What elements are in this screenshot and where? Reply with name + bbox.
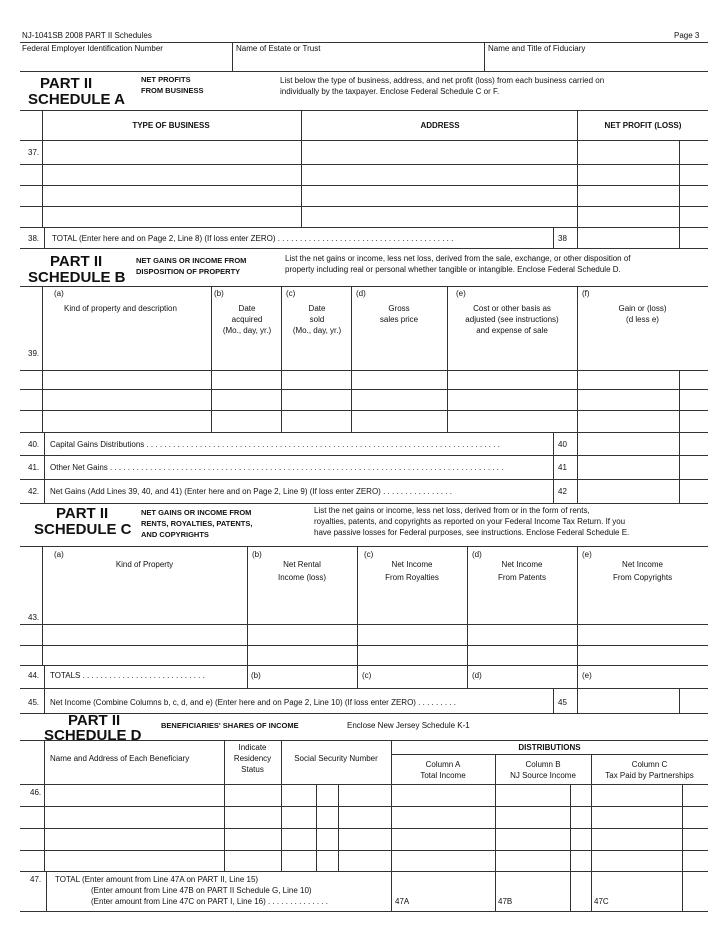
col-type-of-business: TYPE OF BUSINESS	[132, 121, 210, 130]
sched-a-profit-row-1[interactable]	[579, 142, 678, 162]
fiduciary-field[interactable]	[486, 54, 708, 70]
line-44-amount-e[interactable]	[595, 667, 707, 687]
line-40-text: Capital Gains Distributions . . . . . . . . . . . . . . . . . . . . . . . . . . . . . . . . . . . . . . . . . . . . . . . . . . . . . . . . . . . . . . . . . . . . . . . . . . . . . . . .	[50, 440, 500, 449]
sched-c-royalties-row-1[interactable]	[359, 600, 466, 622]
sched-a-type-row-4[interactable]	[44, 208, 300, 226]
schedule-c-part: PART II	[56, 505, 109, 522]
line-44-amount-d[interactable]	[485, 667, 576, 687]
schedule-b-heading-1: NET GAINS OR INCOME FROM	[136, 256, 247, 265]
sched-b-gain-row-3[interactable]	[579, 391, 678, 409]
sched-d-col-c-row-1[interactable]	[593, 786, 707, 805]
sched-d-beneficiary-row-3[interactable]	[46, 830, 223, 849]
sched-b-col-c: (c)	[286, 289, 296, 298]
line-46-label: 46.	[30, 788, 42, 797]
sched-b-col-c-1: Date	[308, 304, 326, 313]
schedule-c-heading-2: RENTS, ROYALTIES, PATENTS,	[141, 519, 253, 528]
line-42-box: 42	[558, 487, 567, 496]
line-40-number: 40.	[28, 440, 40, 449]
sched-c-col-c-2: From Royalties	[385, 573, 439, 582]
schedule-c-heading-1: NET GAINS OR INCOME FROM	[141, 508, 252, 517]
sched-d-col-ssn: Social Security Number	[294, 754, 378, 763]
line-44-amount-c[interactable]	[375, 667, 466, 687]
line-44-number: 44.	[28, 671, 40, 680]
sched-d-beneficiary-row-4[interactable]	[46, 852, 223, 870]
line-47-text-1: TOTAL (Enter amount from Line 47A on PART II, Line 15)	[55, 875, 259, 884]
sched-b-col-d: (d)	[356, 289, 366, 298]
sched-c-rental-row-1[interactable]	[249, 600, 356, 622]
line-44-col-c: (c)	[362, 671, 372, 680]
schedule-a-heading-2: FROM BUSINESS	[141, 86, 204, 95]
schedule-c-instructions-3: have passive losses for Federal purposes, see instructions. Enclose Federal Schedule E.	[314, 528, 630, 537]
line-47a-amount[interactable]	[413, 873, 494, 909]
sched-d-col-a-2: Total Income	[420, 771, 466, 780]
sched-d-residency-row-1[interactable]	[226, 786, 280, 805]
sched-b-col-e-1: Cost or other basis as	[473, 304, 551, 313]
sched-a-type-row-2[interactable]	[44, 166, 300, 184]
sched-d-ssn-row-1[interactable]	[283, 786, 390, 805]
sched-b-cost-row-1[interactable]	[449, 340, 576, 368]
line-43-label: 43.	[28, 613, 40, 622]
line-38-number: 38.	[28, 234, 40, 243]
line-47c-amount[interactable]	[613, 873, 681, 909]
sched-d-col-residency-3: Status	[241, 765, 264, 774]
line-47c-box: 47C	[594, 897, 609, 906]
sched-a-profit-row-4[interactable]	[579, 208, 678, 226]
sched-b-col-d-2: sales price	[379, 315, 419, 324]
sched-c-property-row-2[interactable]	[44, 626, 246, 644]
line-44-text: TOTALS . . . . . . . . . . . . . . . . . . . . . . . . . . . .	[50, 671, 205, 680]
sched-c-col-a: (a)	[54, 550, 64, 559]
sched-d-distributions-heading: DISTRIBUTIONS	[518, 743, 581, 752]
sched-b-property-row-2[interactable]	[44, 372, 210, 388]
sched-a-type-row-3[interactable]	[44, 187, 300, 205]
sched-c-col-e-1: Net Income	[622, 560, 663, 569]
schedule-b-title: SCHEDULE B	[28, 269, 126, 286]
sched-c-copyrights-row-1[interactable]	[579, 600, 707, 622]
line-45-amount[interactable]	[579, 690, 678, 712]
sched-d-col-b-row-1[interactable]	[497, 786, 590, 805]
sched-a-profit-row-2[interactable]	[579, 166, 678, 184]
fein-field[interactable]	[22, 54, 230, 70]
sched-c-col-e: (e)	[582, 550, 592, 559]
line-41-amount[interactable]	[579, 457, 678, 478]
sched-c-col-b-2: Income (loss)	[277, 573, 326, 582]
sched-b-col-d-1: Gross	[388, 304, 410, 313]
line-44-col-b: (b)	[251, 671, 261, 680]
sched-b-col-a: (a)	[54, 289, 64, 298]
sched-b-property-row-1[interactable]	[44, 340, 210, 368]
sched-b-col-e: (e)	[456, 289, 466, 298]
sched-d-beneficiary-row-2[interactable]	[46, 808, 223, 827]
sched-c-col-b-1: Net Rental	[283, 560, 321, 569]
line-44-col-d: (d)	[472, 671, 482, 680]
schedule-c-instructions-1: List the net gains or income, less net loss, derived from or in the form of rents,	[314, 506, 590, 515]
sched-a-profit-row-3[interactable]	[579, 187, 678, 205]
sched-b-col-b-2: acquired	[231, 315, 263, 324]
line-41-box: 41	[558, 463, 567, 472]
sched-d-col-residency-2: Residency	[233, 754, 272, 763]
sched-d-col-b-2: NJ Source Income	[510, 771, 576, 780]
sched-b-col-f-2: (d less e)	[626, 315, 659, 324]
line-42-amount[interactable]	[579, 481, 678, 502]
line-47a-box: 47A	[395, 897, 410, 906]
sched-c-col-d-1: Net Income	[501, 560, 543, 569]
sched-b-col-b-3: (Mo., day, yr.)	[222, 326, 272, 335]
sched-c-col-b: (b)	[252, 550, 262, 559]
line-38-text: TOTAL (Enter here and on Page 2, Line 8) (If loss enter ZERO) . . . . . . . . . . . . . . . . . . . . . . . . . . . . . . . . . . . . . . . .	[52, 234, 454, 243]
schedule-a-heading-1: NET PROFITS	[141, 75, 191, 84]
schedule-d-enclose: Enclose New Jersey Schedule K-1	[347, 721, 470, 730]
line-42-number: 42.	[28, 487, 40, 496]
sched-c-property-row-1[interactable]	[44, 600, 246, 622]
page-number: Page 3	[674, 31, 700, 40]
sched-b-gain-row-2[interactable]	[579, 372, 678, 388]
schedule-c-heading-3: AND COPYRIGHTS	[141, 530, 209, 539]
line-47-text-2: (Enter amount from Line 47B on PART II Schedule G, Line 10)	[91, 886, 312, 895]
sched-d-col-b-1: Column B	[525, 760, 561, 769]
sched-d-col-c-1: Column C	[631, 760, 668, 769]
line-47-number: 47.	[30, 875, 42, 884]
schedule-d-heading: BENEFICIARIES' SHARES OF INCOME	[161, 721, 299, 730]
schedule-b-instructions-1: List the net gains or income, less net loss, derived from the sale, exchange, or other disposition of	[285, 254, 631, 263]
sched-d-col-name: Name and Address of Each Beneficiary	[50, 754, 190, 763]
col-address: ADDRESS	[420, 121, 460, 130]
sched-c-col-a-desc: Kind of Property	[115, 560, 174, 569]
sched-c-col-e-2: From Copyrights	[612, 573, 673, 582]
sched-b-property-row-4[interactable]	[44, 412, 210, 431]
sched-a-address-row-3[interactable]	[303, 187, 576, 205]
sched-d-col-a-1: Column A	[425, 760, 461, 769]
line-39-label: 39.	[28, 349, 40, 358]
line-45-box: 45	[558, 698, 567, 707]
schedule-d-part: PART II	[68, 712, 121, 729]
schedule-c-title: SCHEDULE C	[34, 521, 132, 538]
sched-c-col-c: (c)	[364, 550, 374, 559]
sched-d-col-a-row-1[interactable]	[393, 786, 494, 805]
sched-b-sold-row-1[interactable]	[283, 340, 350, 368]
sched-c-patents-row-1[interactable]	[469, 600, 576, 622]
estate-name-field[interactable]	[234, 54, 482, 70]
sched-b-acquired-row-1[interactable]	[213, 340, 280, 368]
form-id: NJ-1041SB 2008 PART II Schedules	[22, 31, 152, 40]
schedule-a-part: PART II	[40, 75, 93, 92]
sched-d-col-c-2: Tax Paid by Partnerships	[605, 771, 694, 780]
line-45-text: Net Income (Combine Columns b, c, d, and e) (Enter here and on Page 2, Line 10) (If loss enter ZERO) . . . . . . . . .	[50, 698, 456, 707]
schedule-a-instructions-2: individually by the taxpayer. Enclose Federal Schedule C or F.	[280, 87, 500, 96]
line-41-text: Other Net Gains . . . . . . . . . . . . . . . . . . . . . . . . . . . . . . . . . . . . . . . . . . . . . . . . . . . . . . . . . . . . . . . . . . . . . . . . . . . . . . . . . . . . . . . . .	[50, 463, 504, 472]
sched-c-col-d: (d)	[472, 550, 482, 559]
sched-b-col-c-2: sold	[309, 315, 325, 324]
line-42-text: Net Gains (Add Lines 39, 40, and 41) (Enter here and on Page 2, Line 9) (If loss enter ZERO) . . . . . . . . . . . . . . . .	[50, 487, 452, 496]
schedule-b-part: PART II	[50, 253, 103, 270]
schedule-b-instructions-2: property including real or personal whether tangible or intangible. Enclose Federal Schedule D.	[285, 265, 621, 274]
sched-b-col-e-3: and expense of sale	[476, 326, 548, 335]
col-net-profit: NET PROFIT (LOSS)	[604, 121, 682, 130]
sched-a-address-row-2[interactable]	[303, 166, 576, 184]
line-41-number: 41.	[28, 463, 40, 472]
sched-b-gross-row-1[interactable]	[353, 340, 446, 368]
estate-name-label: Name of Estate or Trust	[236, 44, 321, 53]
sched-b-col-b-1: Date	[238, 304, 256, 313]
sched-b-col-a-desc: Kind of property and description	[64, 304, 177, 313]
line-38-box: 38	[558, 234, 567, 243]
line-47b-amount[interactable]	[517, 873, 569, 909]
sched-d-col-residency-1: Indicate	[238, 743, 267, 752]
sched-a-address-row-4[interactable]	[303, 208, 576, 226]
line-44-amount-b[interactable]	[265, 667, 356, 687]
schedule-a-instructions-1: List below the type of business, address, and net profit (loss) from each business carried on	[280, 76, 605, 85]
line-38-amount[interactable]	[579, 229, 678, 247]
schedule-c-instructions-2: royalties, patents, and copyrights as reported on your Federal Income Tax Return. If you	[314, 517, 626, 526]
sched-b-col-c-3: (Mo., day, yr.)	[292, 326, 342, 335]
sched-d-beneficiary-row-1[interactable]	[46, 786, 223, 805]
line-47-text-3: (Enter amount from Line 47C on PART I, Line 16) . . . . . . . . . . . . . .	[91, 897, 328, 906]
sched-b-col-e-2: adjusted (see instructions)	[465, 315, 559, 324]
fein-label: Federal Employer Identification Number	[22, 44, 163, 53]
line-47b-box: 47B	[498, 897, 513, 906]
sched-b-gain-row-1[interactable]	[579, 340, 707, 368]
line-40-amount[interactable]	[579, 434, 678, 454]
sched-b-gain-row-4[interactable]	[579, 412, 678, 431]
sched-b-col-f-1: Gain or (loss)	[618, 304, 667, 313]
line-40-box: 40	[558, 440, 567, 449]
line-37-label: 37.	[28, 148, 40, 157]
sched-a-type-row-1[interactable]	[44, 142, 300, 162]
schedule-a-title: SCHEDULE A	[28, 91, 125, 108]
line-44-col-e: (e)	[582, 671, 592, 680]
line-45-number: 45.	[28, 698, 40, 707]
sched-c-col-c-1: Net Income	[391, 560, 433, 569]
sched-b-col-b: (b)	[214, 289, 224, 298]
schedule-d-title: SCHEDULE D	[44, 727, 142, 744]
sched-c-col-d-2: From Patents	[497, 573, 546, 582]
fiduciary-label: Name and Title of Fiduciary	[488, 44, 586, 53]
sched-c-property-row-3[interactable]	[44, 647, 246, 664]
sched-b-property-row-3[interactable]	[44, 391, 210, 409]
sched-b-col-f: (f)	[582, 289, 590, 298]
schedule-b-heading-2: DISPOSITION OF PROPERTY	[136, 267, 241, 276]
sched-a-address-row-1[interactable]	[303, 142, 576, 162]
